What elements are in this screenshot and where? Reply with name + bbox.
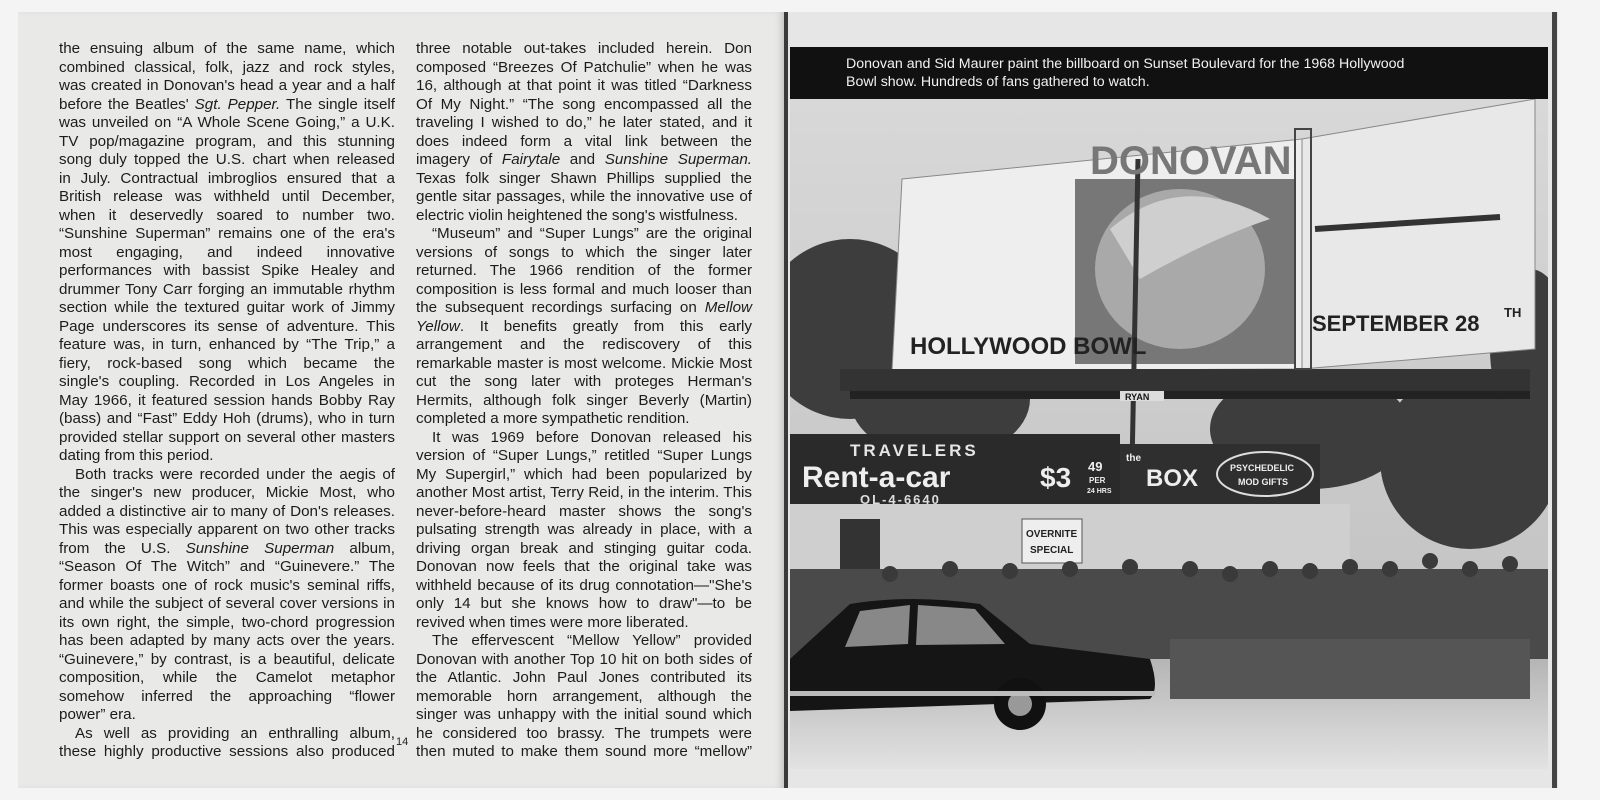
- text-line: [59, 503, 395, 522]
- text-segment: drummer Tony Carr forging an immutable rhythm: [59, 280, 395, 298]
- text-segment: Donovan with another Top 10 hit on both sides of: [416, 650, 752, 668]
- text-segment: completed a more sympathetic rendition.: [416, 410, 690, 427]
- text-segment: composition is less formal and much looser than: [416, 280, 752, 298]
- text-segment: has been adapted by many acts over the years.: [59, 632, 395, 649]
- text-segment: power” era.: [59, 706, 136, 723]
- text-segment: song duly topped the U.S. chart when released: [59, 151, 395, 168]
- text-line: [416, 281, 752, 300]
- text-line: [416, 595, 752, 614]
- text-line: [416, 188, 752, 207]
- text-column-left: [59, 40, 395, 762]
- text-segment: before the Beatles': [59, 95, 195, 113]
- text-segment: these highly productive sessions also produced: [59, 743, 395, 760]
- text-segment: composed “Breezes Of Patchulie” when he was: [416, 58, 752, 76]
- text-line: [416, 336, 752, 355]
- text-line: [59, 410, 395, 429]
- sign-phone: OL-4-6640: [860, 492, 941, 507]
- text-line: [416, 225, 752, 244]
- text-segment: another Most artist, Terry Reid, in the interim. This: [416, 484, 752, 501]
- text-line: [416, 262, 752, 281]
- sign-travelers: TRAVELERS: [850, 441, 979, 460]
- text-segment: “Guinevere,” by contrast, is a beautiful, delicate: [59, 650, 395, 668]
- italic-title: Sunshine Superman: [185, 539, 335, 557]
- text-line: [59, 262, 395, 281]
- text-line: [59, 725, 395, 744]
- text-line: [59, 614, 395, 633]
- text-line: [59, 632, 395, 651]
- text-line: [416, 318, 752, 337]
- sign-price: $3: [1040, 462, 1072, 493]
- billboard-date: SEPTEMBER 28: [1312, 311, 1480, 336]
- text-line: [59, 207, 395, 226]
- text-segment: As well as providing an enthralling album,: [75, 724, 395, 742]
- billboard-hollywood-bowl: HOLLYWOOD BOWL: [910, 333, 1147, 360]
- billboard-ryan: RYAN: [1125, 392, 1150, 402]
- text-line: [59, 373, 395, 392]
- text-line: [416, 151, 752, 170]
- text-segment: Hermits, although folk singer Beverly (Martin): [416, 391, 752, 409]
- text-line: [59, 429, 395, 448]
- sign-price-cents: 49: [1088, 459, 1103, 474]
- text-segment: provided stellar support on several other masters: [59, 428, 395, 446]
- text-line: [59, 651, 395, 670]
- text-segment: revived when times were more liberated.: [416, 613, 689, 631]
- text-segment: withheld because of its drug connotation—"She's: [416, 576, 752, 594]
- caption-line: Donovan and Sid Maurer paint the billboard on Sunset Boulevard for the 1968 Hollywood: [846, 56, 1405, 72]
- text-segment: he considered too brassy. The trumpets were: [416, 724, 752, 742]
- italic-title: Yellow: [416, 317, 460, 335]
- text-segment: added a distinctive air to many of Don's releases.: [59, 502, 395, 520]
- text-segment: three notable out-takes included herein. Don: [416, 40, 752, 57]
- text-segment: section while the textured guitar work of Jimmy: [59, 299, 395, 316]
- text-segment: remarkable master is most welcome. Mickie Most: [416, 354, 752, 372]
- text-line: [59, 318, 395, 337]
- page-number: 14: [396, 736, 409, 748]
- text-segment: This was especially apparent on two other tracks: [59, 521, 395, 538]
- text-segment: its own right, the simple, two-chord progression: [59, 613, 395, 631]
- sign-psychedelic: PSYCHEDELIC: [1230, 463, 1295, 473]
- text-segment: single's coupling. Recorded in Los Angeles in: [59, 373, 395, 390]
- text-segment: gentle sitar passages, while the innovative use of: [416, 188, 752, 205]
- text-segment: and while the subject of several cover versions in: [59, 595, 395, 612]
- text-segment: imagery of: [416, 151, 502, 168]
- text-segment: was created in Donovan's head a year and a half: [59, 77, 395, 94]
- text-line: [59, 540, 395, 559]
- text-segment: 16, although at that point it was titled “Darkness: [416, 77, 752, 94]
- italic-title: Sunshine Superman.: [604, 151, 753, 168]
- sign-per-hours: 24 HRS: [1087, 488, 1112, 495]
- text-line: [59, 40, 395, 59]
- text-line: [416, 299, 752, 318]
- text-segment: . It benefits greatly from this early: [459, 317, 752, 335]
- text-segment: traveling I wished to do,” he later stated, and it: [416, 114, 752, 131]
- text-segment: and: [560, 151, 605, 168]
- text-line: [416, 466, 752, 485]
- text-line: [416, 558, 752, 577]
- text-segment: British release was withheld until December,: [59, 188, 395, 205]
- sign-per: PER: [1089, 476, 1106, 485]
- text-segment: version of “Super Lungs,” retitled “Super Lungs: [416, 447, 752, 464]
- text-segment: feature was, in turn, enhanced by “The Trip,” a: [59, 336, 395, 353]
- text-segment: dating from this period.: [59, 447, 214, 464]
- text-segment: “Sunshine Superman” remains one of the era's: [59, 225, 395, 242]
- billboard-photo: [790, 99, 1548, 769]
- text-segment: most engaging, and indeed innovative: [59, 243, 395, 261]
- text-segment: Texas folk singer Shawn Phillips supplied the: [416, 169, 752, 187]
- billboard-donovan: DONOVAN: [1090, 139, 1292, 183]
- text-column-middle: [416, 40, 752, 762]
- text-line: [59, 392, 395, 411]
- text-segment: somehow inferred the approaching “flower: [59, 687, 395, 705]
- text-line: [416, 743, 752, 762]
- text-line: [416, 40, 752, 59]
- text-line: [416, 484, 752, 503]
- text-segment: My Supergirl,” which had been popularized by: [416, 465, 752, 483]
- text-line: [59, 706, 395, 725]
- text-line: [416, 373, 752, 392]
- text-line: [59, 151, 395, 170]
- text-segment: driving organ break and stinging guitar coda.: [416, 539, 752, 557]
- text-line: [416, 651, 752, 670]
- text-line: [416, 614, 752, 633]
- text-line: [59, 743, 395, 762]
- text-line: [416, 207, 752, 226]
- sign-mod-gifts: MOD GIFTS: [1238, 477, 1288, 487]
- text-segment: Page underscores its sense of adventure. This: [59, 317, 395, 335]
- text-segment: Of My Night.” “The song encompassed all the: [416, 95, 752, 113]
- text-segment: composition, while the Camelot metaphor: [59, 669, 395, 686]
- text-line: [59, 170, 395, 189]
- text-segment: the Atlantic. John Paul Jones contributed its: [416, 669, 752, 686]
- sign-special: SPECIAL: [1030, 545, 1074, 556]
- text-line: [59, 447, 395, 466]
- text-segment: former boasts one of rock music's seminal riffs,: [59, 576, 395, 594]
- text-line: [59, 188, 395, 207]
- text-line: [59, 96, 395, 115]
- text-line: [59, 225, 395, 244]
- text-segment: arrangement and the rediscovery of this: [416, 336, 752, 353]
- text-line: [59, 484, 395, 503]
- text-segment: electric violin heightened the song's wistfulness.: [416, 206, 739, 224]
- text-line: [59, 244, 395, 263]
- text-line: [59, 114, 395, 133]
- billboard-date-suffix: TH: [1504, 305, 1522, 320]
- text-segment: cut the song later with proteges Herman's: [416, 373, 752, 390]
- page-edge: [1552, 12, 1557, 788]
- text-segment: the singer's new producer, Mickie Most, who: [59, 484, 395, 501]
- text-line: [59, 595, 395, 614]
- text-line: [416, 244, 752, 263]
- italic-title: Sgt. Pepper.: [194, 95, 281, 113]
- text-line: [59, 59, 395, 78]
- text-line: [416, 521, 752, 540]
- text-segment: “Season Of The Witch” and “Guinevere.” The: [59, 558, 395, 575]
- sign-box: BOX: [1146, 465, 1199, 492]
- text-segment: the subsequent recordings surfacing on: [416, 299, 705, 316]
- text-line: [416, 170, 752, 189]
- text-line: [416, 114, 752, 133]
- text-line: [416, 669, 752, 688]
- photo-caption: [790, 47, 1548, 99]
- text-segment: never-before-heard master shows the song's: [416, 502, 752, 520]
- text-line: [59, 299, 395, 318]
- text-line: [416, 447, 752, 466]
- text-line: [416, 540, 752, 559]
- text-line: [416, 688, 752, 707]
- italic-title: Mellow: [704, 299, 752, 316]
- text-line: [59, 577, 395, 596]
- italic-title: Fairytale: [501, 151, 561, 168]
- caption-line: Bowl show. Hundreds of fans gathered to watch.: [846, 74, 1150, 90]
- text-segment: only 14 but she knows how to draw"—to be: [416, 595, 752, 612]
- text-line: [416, 725, 752, 744]
- text-segment: performances with bassist Spike Healey and: [59, 262, 395, 279]
- text-line: [59, 336, 395, 355]
- text-line: [416, 96, 752, 115]
- text-segment: singer was unhappy with the initial sound which: [416, 706, 752, 723]
- text-line: [416, 706, 752, 725]
- sign-the: the: [1126, 453, 1141, 464]
- text-segment: “Museum” and “Super Lungs” are the original: [432, 225, 752, 242]
- text-segment: memorable horn arrangement, although the: [416, 687, 752, 705]
- text-line: [59, 466, 395, 485]
- text-line: [416, 77, 752, 96]
- text-line: [416, 59, 752, 78]
- text-segment: fiery, rock-based song which became the: [59, 354, 395, 372]
- text-line: [59, 77, 395, 96]
- text-segment: does indeed form a vital link between the: [416, 132, 752, 150]
- text-segment: TV pop/magazine program, and this stunning: [59, 132, 395, 150]
- text-segment: in July. Contractual imbroglios ensured that a: [59, 169, 395, 187]
- text-segment: Both tracks were recorded under the aegis of: [75, 465, 395, 483]
- text-segment: The effervescent “Mellow Yellow” provided: [432, 632, 752, 649]
- text-line: [59, 558, 395, 577]
- text-line: [416, 410, 752, 429]
- text-segment: when it deservedly soared to number two.: [59, 206, 395, 224]
- text-line: [59, 281, 395, 300]
- text-segment: (bass) and “Fast” Eddy Hoh (drums), who in turn: [59, 410, 395, 427]
- text-line: [416, 392, 752, 411]
- text-line: [416, 355, 752, 374]
- text-line: [59, 355, 395, 374]
- sign-overnite: OVERNITE: [1026, 529, 1078, 540]
- text-segment: combined classical, folk, jazz and rock styles,: [59, 58, 395, 76]
- text-line: [59, 133, 395, 152]
- text-line: [416, 632, 752, 651]
- text-segment: pulsating strength was already in place, with a: [416, 521, 752, 538]
- sign-rent-a-car: Rent-a-car: [802, 461, 951, 494]
- text-segment: was unveiled on “A Whole Scene Going,” a U.K.: [59, 114, 395, 131]
- text-segment: versions of songs to which the singer later: [416, 243, 752, 261]
- text-line: [416, 133, 752, 152]
- text-segment: album,: [334, 539, 395, 557]
- text-line: [59, 521, 395, 540]
- text-segment: It was 1969 before Donovan released his: [432, 428, 752, 446]
- text-segment: The single itself: [280, 95, 395, 113]
- text-segment: the ensuing album of the same name, which: [59, 40, 395, 57]
- text-line: [416, 429, 752, 448]
- text-segment: then muted to make them sound more “mellow”: [416, 743, 752, 760]
- text-line: [59, 669, 395, 688]
- text-segment: Donovan now feels that the original take was: [416, 558, 752, 575]
- text-line: [416, 503, 752, 522]
- text-segment: May 1966, it featured session hands Bobby Ray: [59, 391, 395, 409]
- text-segment: returned. The 1966 rendition of the former: [416, 262, 752, 279]
- text-segment: from the U.S.: [59, 539, 186, 557]
- text-line: [416, 577, 752, 596]
- text-line: [59, 688, 395, 707]
